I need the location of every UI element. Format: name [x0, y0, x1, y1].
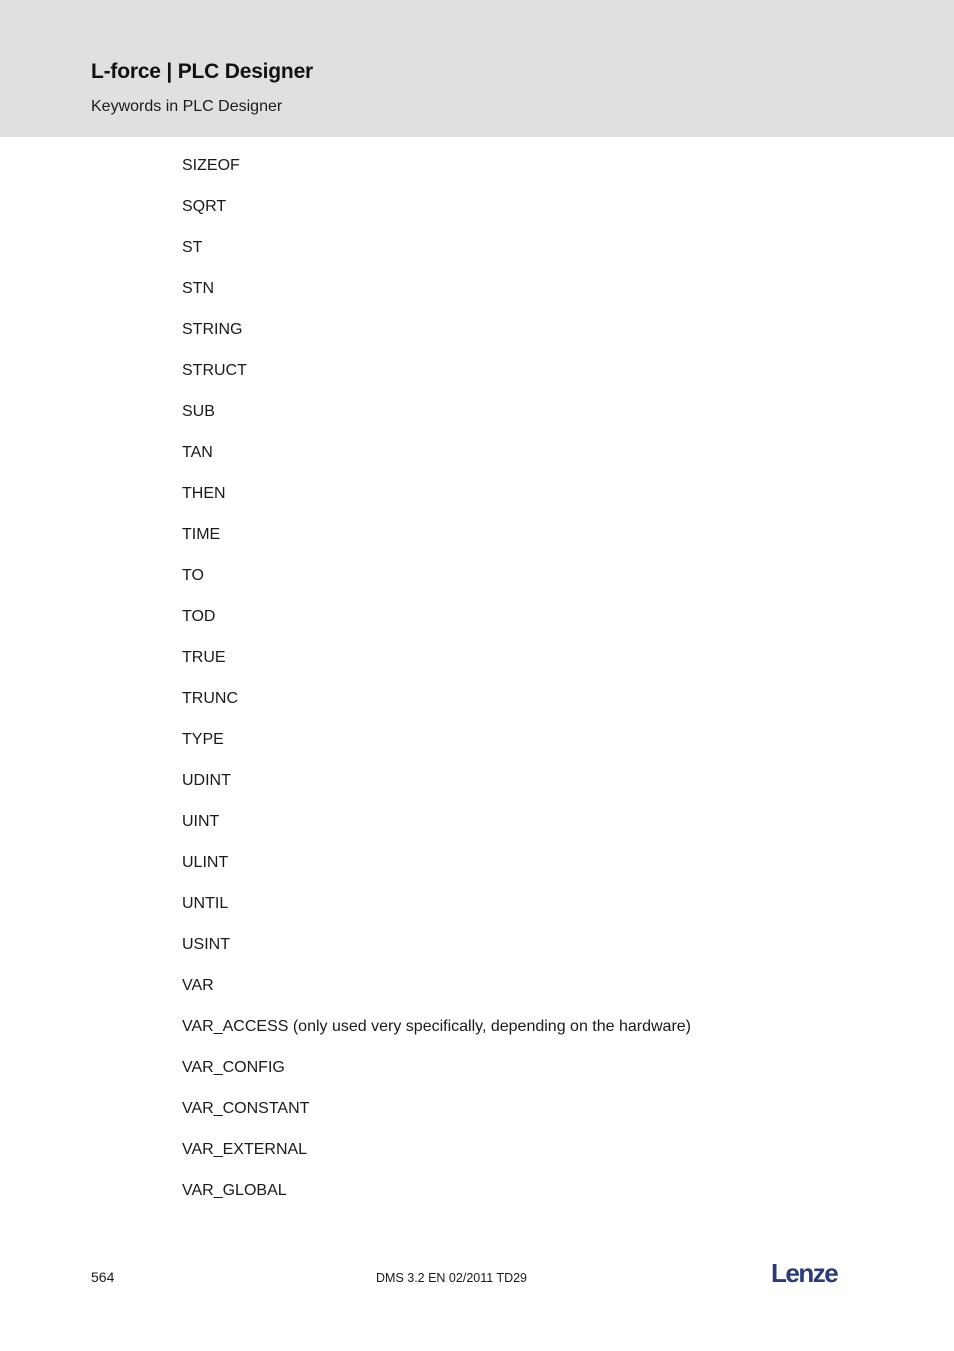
keyword-item: UDINT — [182, 772, 231, 789]
keyword-list — [182, 155, 691, 1221]
keyword-item: STRUCT — [182, 362, 247, 379]
keyword-item: ULINT — [182, 854, 229, 871]
logo-wordmark: Lenze — [771, 1258, 838, 1288]
keyword-item: USINT — [182, 936, 230, 953]
keyword-item: TOD — [182, 608, 216, 625]
keyword-item: STRING — [182, 321, 243, 338]
keyword-item: SQRT — [182, 198, 227, 215]
keyword-item: TRUNC — [182, 690, 238, 707]
lenze-logo — [771, 1258, 851, 1288]
keyword-item: TO — [182, 567, 204, 584]
page-header — [0, 0, 954, 137]
keyword-item: UNTIL — [182, 895, 229, 912]
page-number: 564 — [91, 1269, 115, 1285]
document-info: DMS 3.2 EN 02/2011 TD29 — [376, 1271, 528, 1285]
keyword-item: TYPE — [182, 731, 224, 748]
keyword-item: TIME — [182, 526, 221, 543]
keyword-item: TRUE — [182, 649, 226, 666]
keyword-item: SIZEOF — [182, 157, 240, 174]
keyword-item: ST — [182, 239, 203, 256]
keyword-item: VAR_CONFIG — [182, 1059, 285, 1076]
keyword-item: SUB — [182, 403, 215, 420]
keyword-item: VAR_CONSTANT — [182, 1100, 310, 1117]
keyword-item: STN — [182, 280, 214, 297]
keyword-item: UINT — [182, 813, 220, 830]
document-title: L-force | PLC Designer — [91, 60, 314, 83]
keyword-item: VAR_GLOBAL — [182, 1182, 287, 1199]
keyword-item: VAR — [182, 977, 214, 994]
section-subtitle: Keywords in PLC Designer — [91, 98, 283, 115]
keyword-item: TAN — [182, 444, 213, 461]
keyword-item: VAR_ACCESS (only used very specifically, depending on the hardware) — [182, 1018, 691, 1035]
keyword-item: VAR_EXTERNAL — [182, 1141, 308, 1158]
keyword-item: THEN — [182, 485, 226, 502]
